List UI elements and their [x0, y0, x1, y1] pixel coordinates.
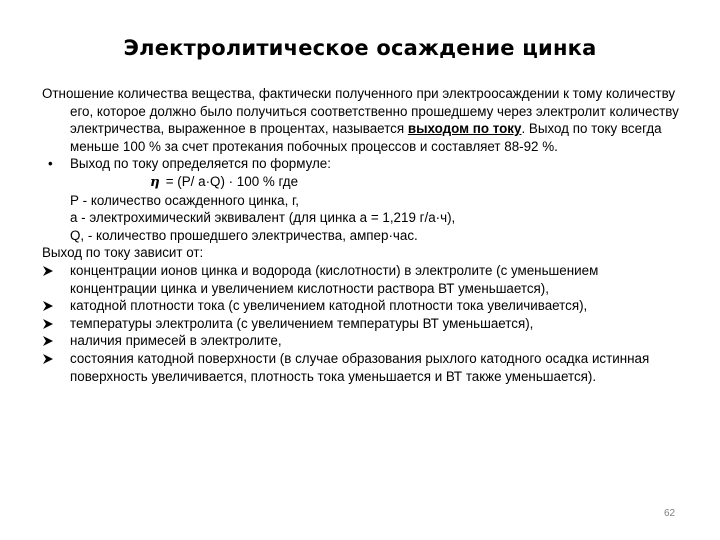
factor-text: состояния катодной поверхности (в случае образования рыхлого катодного осадка истинная поверхность увеличивается, плотность тока уменьшается и ВТ также уменьшается). [70, 350, 650, 384]
definition-paragraph [42, 85, 682, 155]
formula-text: = (P/ a·Q) · 100 % где [165, 173, 299, 189]
slide-body [42, 85, 682, 385]
variable-line: а - электрохимический эквивалент (для цинка а = 1,219 г/а·ч), [70, 210, 456, 226]
definition-text-end: . Выход по току всегда меньше 100 % за счет протекания побочных процессов и составляет 88-92 %. [70, 121, 662, 154]
slide-title: Электролитическое осаждение цинка [123, 36, 597, 60]
bullet-dot-icon: • [48, 156, 53, 172]
factor-text: концентрации ионов цинка и водорода (кислотности) в электролите (с уменьшением концентрации цинка и увеличением кислотности раствора ВТ уменьшается), [70, 262, 599, 296]
variable-line: Р - количество осажденного цинка, г, [70, 192, 300, 208]
variable-line: Q, - количество прошедшего электричества, ампер·час. [70, 227, 418, 243]
arrow-bullet-icon [42, 332, 70, 350]
arrow-bullet-icon [42, 297, 70, 315]
factor-item [42, 315, 682, 333]
definition-text-start: Отношение количества вещества, фактически полученного при электроосаждении к тому количеству его, которое должно было получиться соответственно прошедшему через электролит количеству электричества, выраженное в процентах, называется [42, 86, 679, 137]
factor-item [42, 297, 682, 315]
formula-symbol: η [150, 173, 160, 190]
arrow-bullet-icon [42, 350, 70, 385]
factor-item [42, 332, 682, 350]
arrow-bullet-icon [42, 315, 70, 333]
factor-text: катодной плотности тока (с увеличением катодной плотности тока увеличивается), [70, 298, 588, 314]
factor-text: наличия примесей в электролите, [70, 333, 282, 349]
factor-text: температуры электролита (с увеличением температуры ВТ уменьшается), [70, 315, 534, 331]
factor-item [42, 350, 682, 385]
arrow-bullet-icon [42, 262, 70, 297]
formula-intro-text: Выход по току определяется по формуле: [70, 156, 331, 172]
factor-item [42, 262, 682, 297]
definition-term: выходом по току [407, 121, 522, 137]
formula-intro-item [42, 155, 682, 173]
page-number: 62 [664, 508, 676, 519]
depends-heading: Выход по току зависит от: [42, 245, 204, 261]
formula [42, 173, 682, 192]
